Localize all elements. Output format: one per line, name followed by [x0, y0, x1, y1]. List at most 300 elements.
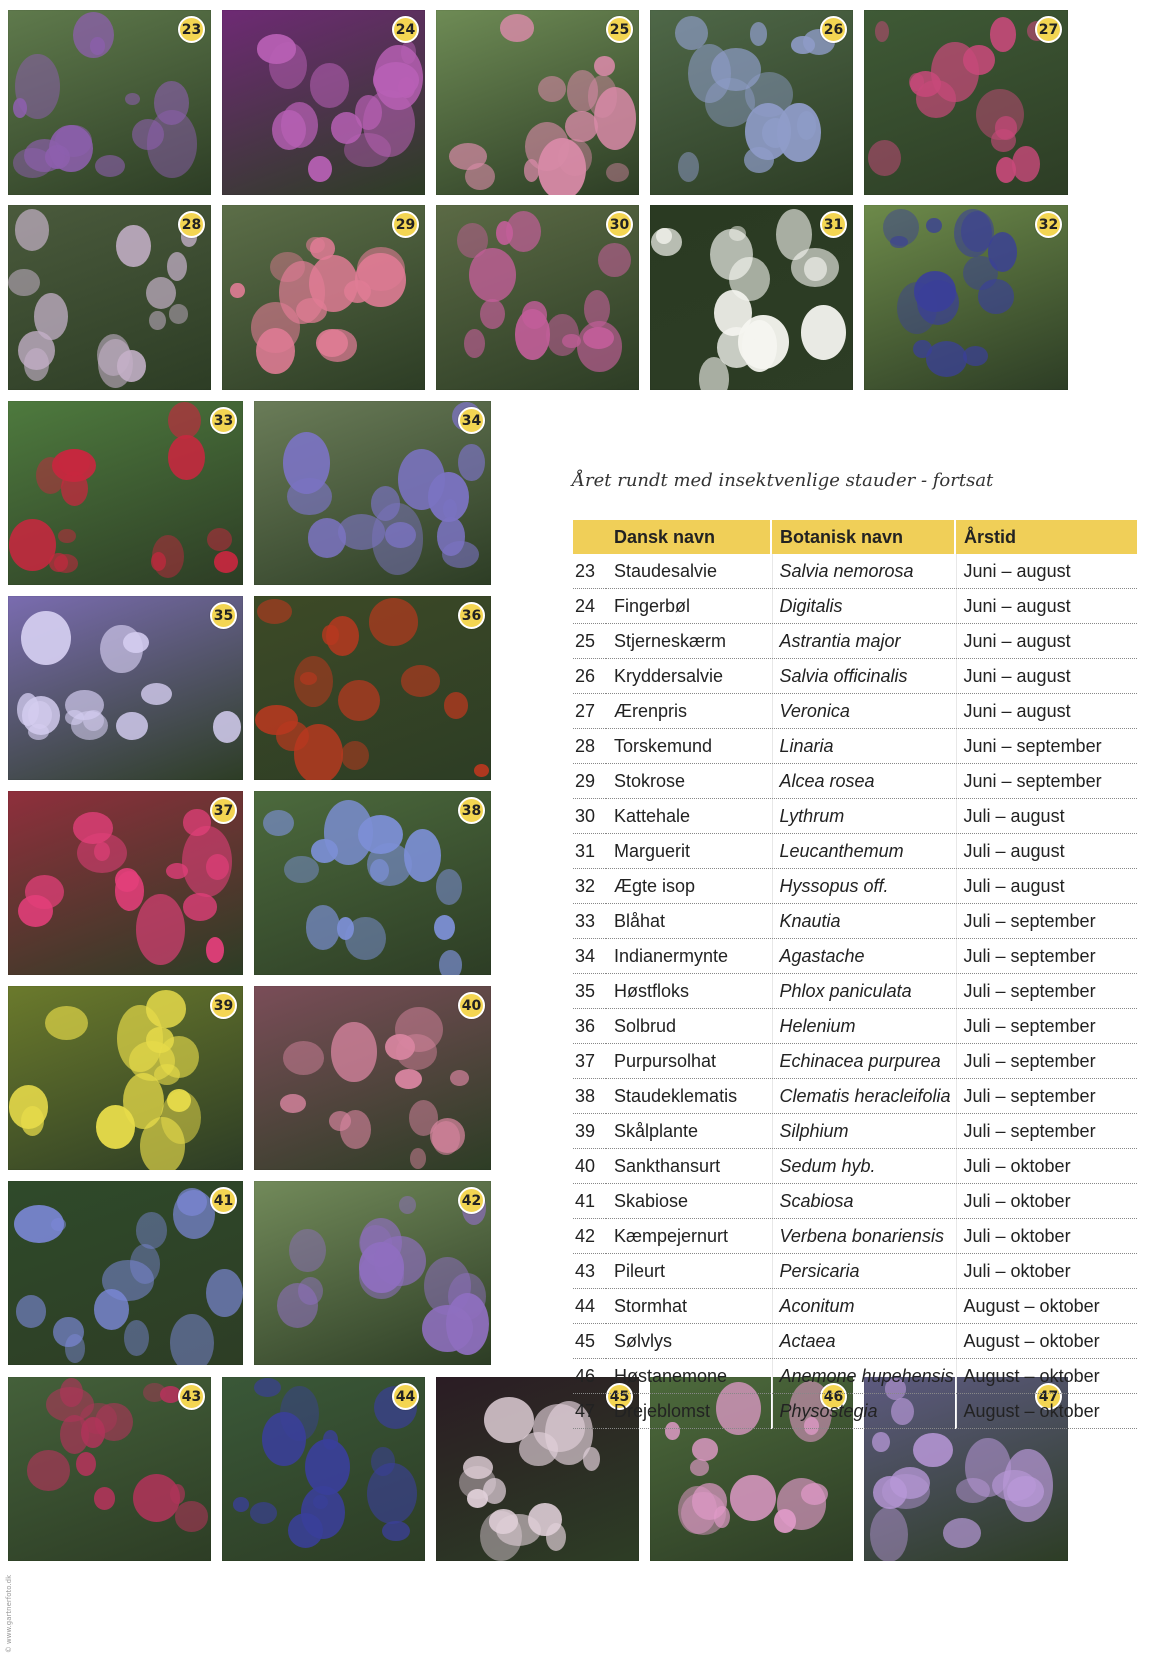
- row-season: Juli – oktober: [955, 1254, 1137, 1289]
- flower-shape: [294, 656, 333, 707]
- flower-shape: [872, 1432, 890, 1452]
- flower-shape: [996, 157, 1016, 183]
- flower-shape: [168, 402, 201, 439]
- table-row: [573, 939, 1137, 974]
- row-number: 37: [573, 1044, 606, 1079]
- flower-shape: [458, 444, 485, 482]
- photo-lythrum: [436, 205, 639, 390]
- flower-shape: [280, 1094, 306, 1113]
- flower-shape: [371, 1447, 395, 1476]
- row-botanical-name: Hyssopus off.: [771, 869, 955, 904]
- flower-shape: [21, 611, 71, 665]
- flower-shape: [310, 63, 350, 108]
- flower-shape: [207, 528, 232, 551]
- flower-shape: [409, 1100, 438, 1136]
- photo-persicaria: [8, 1377, 211, 1561]
- row-botanical-name: Aconitum: [771, 1289, 955, 1324]
- photo-number-badge: 36: [458, 602, 485, 629]
- flower-shape: [943, 1518, 981, 1548]
- flower-shape: [305, 1439, 350, 1495]
- flower-shape: [442, 541, 480, 568]
- flower-shape: [797, 111, 817, 140]
- photo-salvia-officinalis: [650, 10, 853, 195]
- row-number: 44: [573, 1289, 606, 1324]
- row-danish-name: Sølvlys: [606, 1324, 771, 1359]
- flower-shape: [272, 110, 306, 150]
- flower-shape: [926, 341, 967, 377]
- flower-shape: [15, 209, 49, 250]
- row-botanical-name: Physostegia: [771, 1394, 955, 1429]
- flower-shape: [54, 554, 79, 573]
- table-title: Året rundt med insektvenlige stauder - fortsat: [572, 470, 994, 491]
- row-number: 27: [573, 694, 606, 729]
- perennials-table: [573, 520, 1137, 1429]
- row-number: 39: [573, 1114, 606, 1149]
- row-botanical-name: Clematis heracleifolia: [771, 1079, 955, 1114]
- flower-shape: [588, 75, 618, 117]
- row-botanical-name: Lythrum: [771, 799, 955, 834]
- photo-knautia: [8, 401, 243, 585]
- row-botanical-name: Actaea: [771, 1324, 955, 1359]
- flower-shape: [13, 98, 28, 119]
- flower-shape: [329, 1111, 351, 1131]
- flower-shape: [94, 1289, 129, 1330]
- row-botanical-name: Knautia: [771, 904, 955, 939]
- flower-shape: [651, 228, 681, 256]
- flower-shape: [956, 1478, 989, 1503]
- photo-number-badge: 43: [178, 1383, 205, 1410]
- row-danish-name: Staudeklematis: [606, 1079, 771, 1114]
- row-number: 41: [573, 1184, 606, 1219]
- table-row: [573, 1184, 1137, 1219]
- flower-shape: [688, 44, 731, 103]
- flower-shape: [692, 1438, 718, 1461]
- flower-shape: [404, 829, 441, 882]
- row-season: Juli – september: [955, 939, 1137, 974]
- flower-shape: [558, 139, 592, 176]
- photo-credit: © www.gartnerfoto.dk: [5, 1574, 14, 1654]
- flower-shape: [439, 950, 462, 975]
- table-row: [573, 694, 1137, 729]
- flower-shape: [324, 800, 374, 865]
- flower-shape: [890, 236, 908, 249]
- photo-number-badge: 23: [178, 16, 205, 43]
- row-danish-name: Kryddersalvie: [606, 659, 771, 694]
- flower-shape: [692, 1483, 727, 1520]
- row-botanical-name: Veronica: [771, 694, 955, 729]
- flower-shape: [262, 1412, 306, 1466]
- flower-shape: [250, 1502, 277, 1524]
- flower-shape: [875, 21, 889, 42]
- photo-alcea: [222, 205, 425, 390]
- row-number: 32: [573, 869, 606, 904]
- row-botanical-name: Digitalis: [771, 589, 955, 624]
- row-season: Juni – august: [955, 659, 1137, 694]
- flower-shape: [382, 1521, 410, 1542]
- photo-leucanthemum: [650, 205, 853, 390]
- flower-shape: [94, 1487, 115, 1509]
- photo-number-badge: 35: [210, 602, 237, 629]
- flower-shape: [289, 1229, 325, 1272]
- flower-shape: [395, 1069, 422, 1089]
- row-botanical-name: Verbena bonariensis: [771, 1219, 955, 1254]
- flower-shape: [117, 1005, 163, 1072]
- row-botanical-name: Persicaria: [771, 1254, 955, 1289]
- flower-shape: [95, 1403, 132, 1441]
- flower-shape: [100, 625, 142, 674]
- row-season: Juli – september: [955, 1044, 1137, 1079]
- flower-shape: [116, 225, 151, 268]
- photo-number-badge: 29: [392, 211, 419, 238]
- flower-shape: [363, 90, 415, 157]
- flower-shape: [288, 1513, 323, 1548]
- row-number: 35: [573, 974, 606, 1009]
- flower-shape: [995, 116, 1018, 140]
- flower-shape: [51, 1218, 66, 1231]
- table-row: [573, 624, 1137, 659]
- row-danish-name: Skabiose: [606, 1184, 771, 1219]
- row-season: Juli – september: [955, 1114, 1137, 1149]
- flower-shape: [369, 598, 419, 645]
- row-season: Juli – september: [955, 1009, 1137, 1044]
- photo-clematis: [254, 791, 491, 975]
- row-botanical-name: Astrantia major: [771, 624, 955, 659]
- flower-shape: [58, 529, 76, 544]
- header-number: [573, 520, 606, 554]
- row-danish-name: Kæmpejernurt: [606, 1219, 771, 1254]
- flower-shape: [154, 1064, 180, 1085]
- flower-shape: [125, 93, 140, 105]
- flower-shape: [913, 1433, 952, 1467]
- row-botanical-name: Scabiosa: [771, 1184, 955, 1219]
- row-danish-name: Torskemund: [606, 729, 771, 764]
- photo-digitalis: [222, 10, 425, 195]
- flower-shape: [338, 680, 380, 721]
- flower-shape: [296, 298, 327, 323]
- row-season: Juli – oktober: [955, 1184, 1137, 1219]
- table-row: [573, 1359, 1137, 1394]
- row-botanical-name: Helenium: [771, 1009, 955, 1044]
- flower-shape: [678, 152, 699, 182]
- photo-number-badge: 34: [458, 407, 485, 434]
- row-danish-name: Sankthansurt: [606, 1149, 771, 1184]
- flower-shape: [801, 305, 846, 360]
- photo-phlox: [8, 596, 243, 780]
- flower-shape: [926, 218, 942, 233]
- flower-shape: [341, 741, 369, 770]
- flower-shape: [326, 616, 359, 656]
- photo-number-badge: 28: [178, 211, 205, 238]
- flower-shape: [45, 1006, 88, 1040]
- row-botanical-name: Alcea rosea: [771, 764, 955, 799]
- flower-shape: [385, 1034, 415, 1060]
- row-botanical-name: Linaria: [771, 729, 955, 764]
- row-season: Juni – august: [955, 694, 1137, 729]
- photo-number-badge: 39: [210, 992, 237, 1019]
- flower-shape: [65, 690, 103, 720]
- row-number: 34: [573, 939, 606, 974]
- flower-shape: [374, 1236, 426, 1285]
- flower-shape: [146, 277, 176, 309]
- flower-shape: [136, 1212, 167, 1248]
- row-botanical-name: Agastache: [771, 939, 955, 974]
- table-row: [573, 799, 1137, 834]
- table-row: [573, 1079, 1137, 1114]
- flower-shape: [443, 499, 457, 519]
- flower-shape: [55, 125, 92, 157]
- flower-shape: [143, 1383, 165, 1402]
- flower-shape: [1012, 146, 1039, 182]
- photo-helenium: [254, 596, 491, 780]
- flower-shape: [257, 599, 292, 624]
- flower-shape: [96, 1105, 135, 1149]
- photo-hyssopus: [864, 205, 1068, 390]
- flower-shape: [583, 1447, 600, 1471]
- row-season: August – oktober: [955, 1394, 1137, 1429]
- flower-shape: [565, 111, 598, 142]
- row-danish-name: Drejeblomst: [606, 1394, 771, 1429]
- row-number: 24: [573, 589, 606, 624]
- row-number: 30: [573, 799, 606, 834]
- table-row: [573, 554, 1137, 589]
- row-number: 42: [573, 1219, 606, 1254]
- flower-shape: [287, 478, 331, 515]
- flower-shape: [804, 257, 827, 282]
- flower-shape: [371, 486, 400, 521]
- row-season: Juni – september: [955, 764, 1137, 799]
- flower-shape: [963, 256, 998, 291]
- photo-sedum: [254, 986, 491, 1170]
- row-season: Juli – august: [955, 799, 1137, 834]
- table-row: [573, 1289, 1137, 1324]
- flower-shape: [410, 1148, 426, 1168]
- row-danish-name: Solbrud: [606, 1009, 771, 1044]
- row-season: Juli – oktober: [955, 1149, 1137, 1184]
- flower-shape: [306, 905, 340, 949]
- flower-shape: [963, 346, 988, 366]
- flower-shape: [598, 243, 631, 278]
- row-botanical-name: Leucanthemum: [771, 834, 955, 869]
- table-row: [573, 834, 1137, 869]
- row-danish-name: Stjerneskærm: [606, 624, 771, 659]
- flower-shape: [868, 140, 901, 176]
- row-danish-name: Stormhat: [606, 1289, 771, 1324]
- flower-shape: [269, 42, 307, 89]
- flower-shape: [169, 304, 189, 324]
- flower-shape: [206, 1269, 243, 1318]
- photo-salvia: [8, 10, 211, 195]
- flower-shape: [230, 283, 245, 299]
- flower-shape: [306, 237, 324, 253]
- row-botanical-name: Phlox paniculata: [771, 974, 955, 1009]
- flower-shape: [480, 299, 505, 329]
- flower-shape: [524, 159, 539, 181]
- row-season: Juni – september: [955, 729, 1137, 764]
- flower-shape: [496, 1514, 541, 1546]
- row-number: 45: [573, 1324, 606, 1359]
- flower-shape: [990, 17, 1016, 52]
- row-number: 23: [573, 554, 606, 589]
- row-season: Juni – august: [955, 624, 1137, 659]
- table-row: [573, 904, 1137, 939]
- photo-number-badge: 32: [1035, 211, 1062, 238]
- flower-shape: [690, 1459, 709, 1476]
- table-row: [573, 729, 1137, 764]
- row-danish-name: Pileurt: [606, 1254, 771, 1289]
- table-row: [573, 1254, 1137, 1289]
- flower-shape: [750, 22, 768, 46]
- table-row: [573, 589, 1137, 624]
- photo-number-badge: 31: [820, 211, 847, 238]
- flower-shape: [729, 226, 746, 241]
- flower-shape: [283, 1041, 324, 1075]
- header-botanical-name: Botanisk navn: [771, 520, 955, 554]
- photo-number-badge: 30: [606, 211, 633, 238]
- table-row: [573, 1044, 1137, 1079]
- row-botanical-name: Sedum hyb.: [771, 1149, 955, 1184]
- flower-shape: [60, 1415, 88, 1454]
- flower-shape: [9, 1085, 49, 1128]
- row-season: Juli – september: [955, 974, 1137, 1009]
- row-danish-name: Ægte isop: [606, 869, 771, 904]
- row-danish-name: Marguerit: [606, 834, 771, 869]
- table-row: [573, 869, 1137, 904]
- flower-shape: [483, 1478, 506, 1504]
- row-botanical-name: Echinacea purpurea: [771, 1044, 955, 1079]
- flower-shape: [562, 334, 581, 348]
- table-row: [573, 1394, 1137, 1429]
- row-number: 46: [573, 1359, 606, 1394]
- photo-agastache: [254, 401, 491, 585]
- flower-shape: [98, 339, 133, 388]
- table-row: [573, 1149, 1137, 1184]
- photo-number-badge: 33: [210, 407, 237, 434]
- photo-number-badge: 24: [392, 16, 419, 43]
- flower-shape: [251, 302, 300, 353]
- flower-shape: [130, 1244, 160, 1283]
- flower-shape: [115, 868, 139, 892]
- flower-shape: [95, 155, 125, 177]
- flower-shape: [94, 842, 110, 861]
- photo-aconitum: [222, 1377, 425, 1561]
- flower-shape: [277, 1283, 318, 1328]
- flower-shape: [183, 893, 218, 921]
- flower-shape: [917, 280, 959, 325]
- flower-shape: [18, 331, 55, 371]
- flower-shape: [344, 280, 371, 303]
- photo-scabiosa: [8, 1181, 243, 1365]
- flower-shape: [116, 712, 147, 740]
- photo-number-badge: 26: [820, 16, 847, 43]
- photo-number-badge: 41: [210, 1187, 237, 1214]
- flower-shape: [774, 1509, 796, 1533]
- row-season: August – oktober: [955, 1289, 1137, 1324]
- flower-shape: [170, 1484, 185, 1505]
- row-season: Juli – september: [955, 1079, 1137, 1114]
- flower-shape: [136, 894, 185, 965]
- row-season: Juli – oktober: [955, 1219, 1137, 1254]
- row-number: 33: [573, 904, 606, 939]
- flower-shape: [1003, 1449, 1053, 1522]
- flower-shape: [606, 163, 629, 182]
- row-danish-name: Purpursolhat: [606, 1044, 771, 1079]
- flower-shape: [338, 514, 385, 550]
- flower-shape: [149, 311, 165, 331]
- flower-shape: [213, 711, 241, 743]
- flower-shape: [76, 1452, 96, 1476]
- flower-shape: [90, 37, 105, 55]
- flower-shape: [331, 1022, 376, 1081]
- row-season: Juni – august: [955, 554, 1137, 589]
- flower-shape: [73, 812, 113, 843]
- row-season: Juli – august: [955, 834, 1137, 869]
- row-danish-name: Høstanemone: [606, 1359, 771, 1394]
- flower-shape: [931, 42, 978, 103]
- row-botanical-name: Silphium: [771, 1114, 955, 1149]
- flower-shape: [65, 1334, 85, 1363]
- flower-shape: [124, 1320, 149, 1357]
- flower-shape: [870, 1507, 908, 1561]
- flower-shape: [444, 692, 468, 718]
- photo-number-badge: 37: [210, 797, 237, 824]
- header-season: Årstid: [955, 520, 1137, 554]
- row-danish-name: Skålplante: [606, 1114, 771, 1149]
- flower-shape: [13, 148, 52, 178]
- flower-shape: [538, 76, 566, 102]
- photo-number-badge: 40: [458, 992, 485, 1019]
- flower-shape: [464, 329, 485, 358]
- flower-shape: [27, 1450, 70, 1491]
- photo-number-badge: 45: [606, 1383, 633, 1410]
- row-season: Juli – september: [955, 904, 1137, 939]
- flower-shape: [16, 1295, 46, 1327]
- flower-shape: [141, 683, 172, 705]
- photo-astrantia: [436, 10, 639, 195]
- photo-number-badge: 25: [606, 16, 633, 43]
- row-danish-name: Ærenpris: [606, 694, 771, 729]
- flower-shape: [263, 810, 294, 836]
- row-season: Juni – august: [955, 589, 1137, 624]
- flower-shape: [170, 1314, 213, 1365]
- flower-shape: [465, 163, 495, 190]
- row-number: 29: [573, 764, 606, 799]
- flower-shape: [8, 269, 40, 297]
- row-botanical-name: Anemone hupehensis: [771, 1359, 955, 1394]
- row-season: Juli – august: [955, 869, 1137, 904]
- row-number: 36: [573, 1009, 606, 1044]
- flower-shape: [147, 110, 197, 177]
- row-danish-name: Indianermynte: [606, 939, 771, 974]
- flower-shape: [316, 329, 348, 357]
- flower-shape: [401, 665, 440, 696]
- row-danish-name: Høstfloks: [606, 974, 771, 1009]
- flower-shape: [276, 721, 308, 751]
- flower-shape: [457, 223, 488, 259]
- row-number: 38: [573, 1079, 606, 1114]
- flower-shape: [594, 56, 614, 76]
- flower-shape: [254, 1378, 281, 1397]
- table-row: [573, 1009, 1137, 1044]
- photo-number-badge: 44: [392, 1383, 419, 1410]
- table-row: [573, 974, 1137, 1009]
- header-danish-name: Dansk navn: [606, 520, 771, 554]
- photo-verbena: [254, 1181, 491, 1365]
- row-number: 43: [573, 1254, 606, 1289]
- row-season: August – oktober: [955, 1359, 1137, 1394]
- row-danish-name: Blåhat: [606, 904, 771, 939]
- photo-veronica: [864, 10, 1068, 195]
- flower-shape: [166, 863, 188, 879]
